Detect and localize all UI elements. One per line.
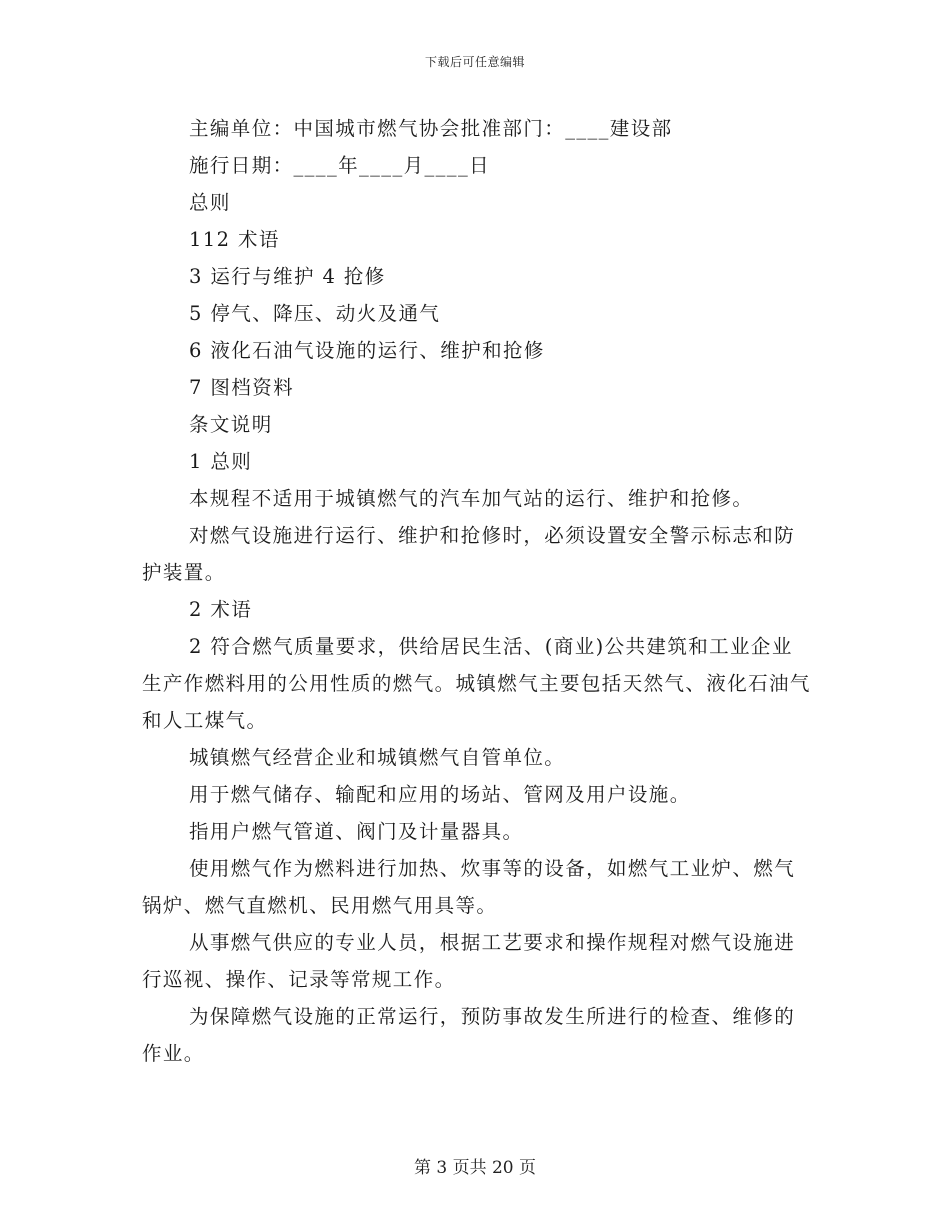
paragraph-safety: 对燃气设施进行运行、维护和抢修时，必须设置安全警示标志和防护装置。 bbox=[142, 524, 796, 584]
paragraph-gas-enterprise: 城镇燃气经营企业和城镇燃气自管单位。 bbox=[189, 746, 566, 769]
paragraph-scope: 本规程不适用于城镇燃气的汽车加气站的运行、维护和抢修。 bbox=[189, 487, 754, 510]
toc-item-general: 总则 bbox=[189, 191, 231, 214]
paragraph-user-facilities: 指用户燃气管道、阀门及计量器具。 bbox=[189, 820, 524, 843]
toc-item-operation-repair: 3 运行与维护 4 抢修 bbox=[189, 265, 386, 288]
toc-item-archives: 7 图档资料 bbox=[189, 376, 295, 399]
section-heading-terms: 2 术语 bbox=[189, 598, 253, 621]
paragraph-city-gas: 2 符合燃气质量要求，供给居民生活、(商业)公共建筑和工业企业生产作燃料用的公用性质的燃气。城镇燃气主要包括天然气、液化石油气和人工煤气。 bbox=[142, 635, 811, 732]
paragraph-gas-facilities: 用于燃气储存、输配和应用的场站、管网及用户设施。 bbox=[189, 783, 691, 806]
section-heading-general: 1 总则 bbox=[189, 450, 253, 473]
page-footer: 第 3 页共 20 页 bbox=[413, 1158, 537, 1178]
page-header: 下载后可任意编辑 bbox=[424, 55, 525, 69]
paragraph-editor-unit: 主编单位：中国城市燃气协会批准部门：____建设部 bbox=[189, 117, 673, 140]
toc-item-shutdown: 5 停气、降压、动火及通气 bbox=[189, 302, 441, 325]
document-body bbox=[142, 110, 812, 1072]
paragraph-operation: 从事燃气供应的专业人员，根据工艺要求和操作规程对燃气设施进行巡视、操作、记录等常规工作。 bbox=[142, 931, 796, 991]
paragraph-effective-date: 施行日期：____年____月____日 bbox=[189, 154, 490, 177]
toc-item-lpg: 6 液化石油气设施的运行、维护和抢修 bbox=[189, 339, 545, 362]
section-heading-explanation: 条文说明 bbox=[189, 413, 273, 436]
toc-item-terms: 112 术语 bbox=[189, 228, 280, 251]
paragraph-maintenance: 为保障燃气设施的正常运行，预防事故发生所进行的检查、维修的作业。 bbox=[142, 1005, 796, 1065]
paragraph-gas-appliances: 使用燃气作为燃料进行加热、炊事等的设备，如燃气工业炉、燃气锅炉、燃气直燃机、民用燃气用具等。 bbox=[142, 857, 796, 917]
